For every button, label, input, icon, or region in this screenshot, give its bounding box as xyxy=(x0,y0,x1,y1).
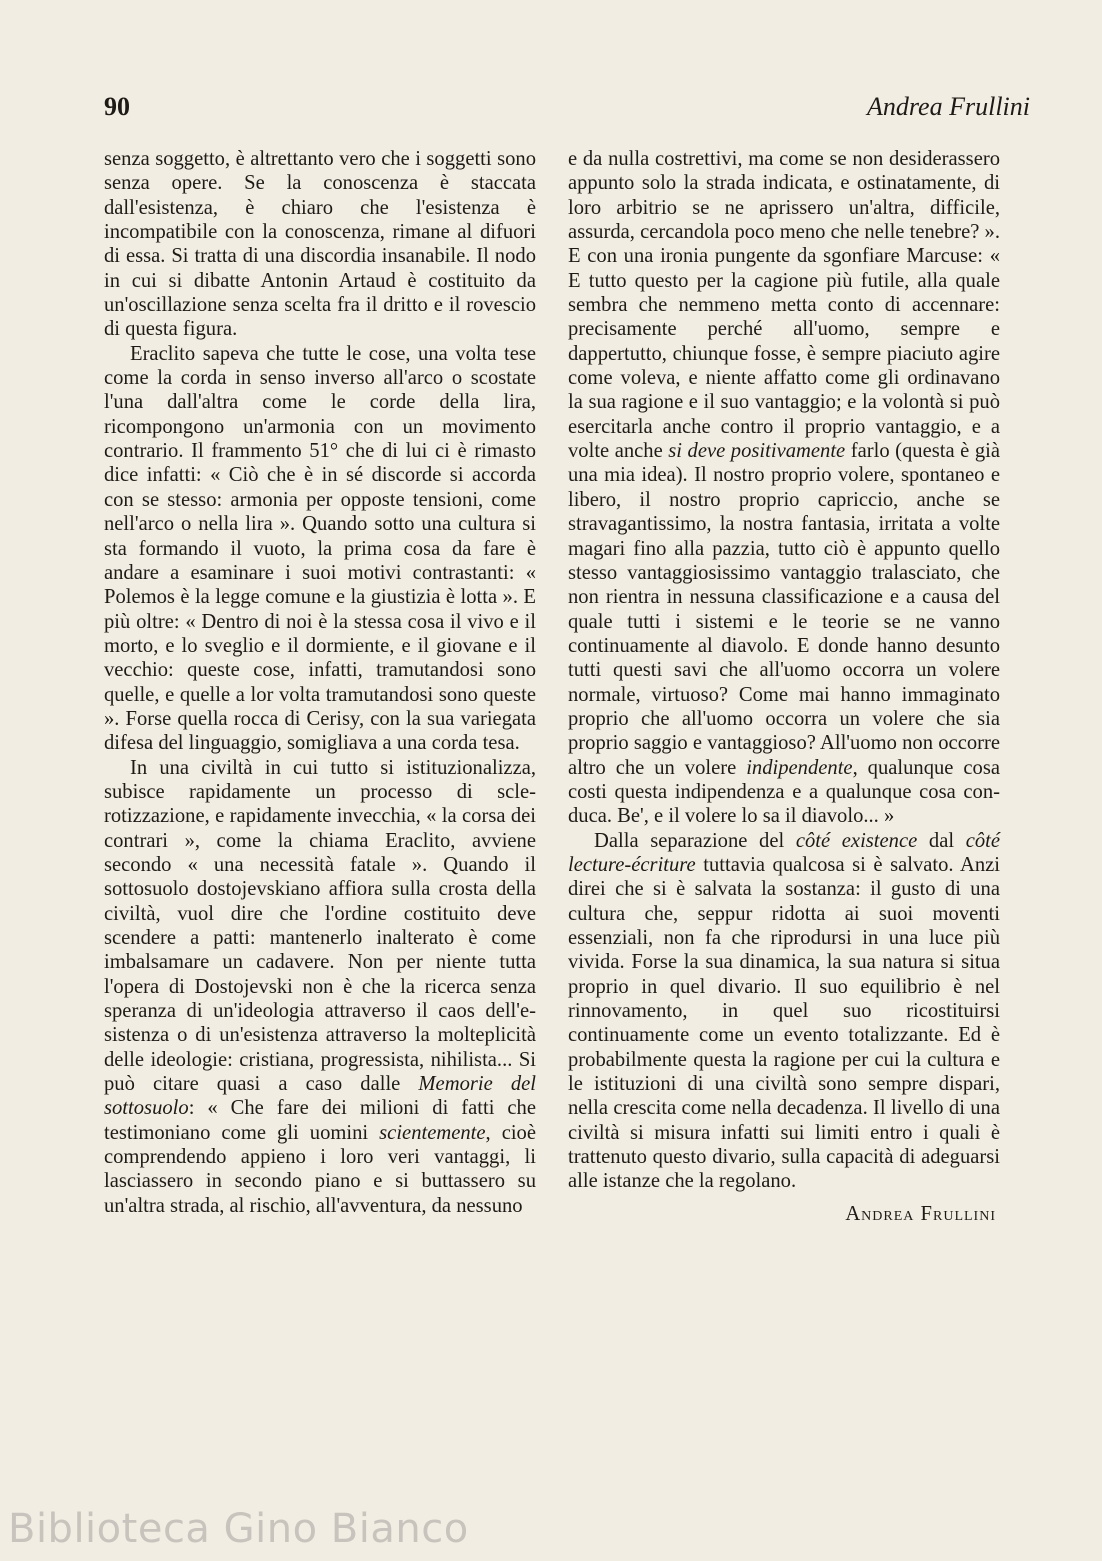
italic-word: scientemente xyxy=(379,1121,486,1144)
paragraph xyxy=(568,147,1000,829)
right-column xyxy=(568,147,1000,1226)
paragraph: Eraclito sapeva che tutte le cose, una volta tese come la corda in senso inverso all'arco o scostate l'una dall'altra come le corde della lira, ricompongono un'armonia con un movimento contrario. Il frammento 51° che di lui ci è rimasto dice infatti: « Ciò che è in sé discorde si accorda con se stesso: armonia per opposte tensioni, come nell'arco o nella lira ». Quando sotto una cultura si sta formando il vuoto, la prima cosa da fare è andare a esaminare i suoi motivi contrastanti: « Polemos è la legge comune e la giustizia è lotta ». E più oltre: « Dentro di noi è la stessa cosa il vivo e il morto, e lo sveglio e il dormiente, e il giovane e il vecchio: queste cose, infatti, tramutandosi sono quelle, e quelle a lor volta tramutandosi sono queste ». Forse quella rocca di Cerisy, con la sua variegata difesa del linguaggio, somigliava a una corda tesa. xyxy=(104,342,536,755)
text-run: e da nulla costrettivi, ma come se non desiderassero appunto solo la strada indicata, e ostinatamente, di loro arbitrio se ne aprissero un'altra, difficile, assurda, cercandola poco meno che nelle tenebre? ». E con una ironia pungente da sgonfiare Marcuse: « E tutto questo per la cagione più futile, alla quale sembra che nemmeno metta conto di accennare: precisamente perché all'uomo, sempre e dappertutto, chiunque fosse, è sempre piaciuto agire come voleva, e niente affatto come gli ordinavano la sua ragione e il suo vantaggio; e la volontà si può esercitarla anche contro il proprio vantaggio, e a volte anche xyxy=(568,148,1000,463)
author-signature: Andrea Frullini xyxy=(845,1202,996,1225)
paragraph xyxy=(104,756,536,1219)
text-run: Dalla separazione del xyxy=(594,829,796,852)
left-column xyxy=(104,147,536,1218)
italic-term: côté existence xyxy=(795,829,918,852)
library-watermark: Biblioteca Gino Bianco xyxy=(8,1506,469,1552)
italic-phrase: si deve positivamente xyxy=(668,440,846,463)
text-run: farlo (questa è già una mia idea). Il nostro proprio volere, spontaneo e libero, il nostro proprio capriccio, anche se stravagantissimo, la nostra fantasia, irritata a volte magari fino alla pazzia, tutto ciò è appunto quello stesso vantaggiosissimo vantaggio tralasciato, che non rientra in nessuna classificazione e a causa del quale tutti i sistemi e le teorie se ne vanno continuamente al diavolo. E donde hanno desunto tutti questi savi che all'uomo occorra un volere normale, virtuoso? Come mai hanno immaginato proprio che all'uomo occorra un volere che sia proprio saggio e vantaggioso? All'uomo non occorre altro che un volere xyxy=(568,440,1000,779)
text-run: : « Che fare dei milioni di fatti che testimoniano come gli uomini xyxy=(104,1097,536,1144)
text-run: , cioè comprendendo appieno i loro veri vantaggi, li lasciassero in secondo piano e si buttassero su un'altra strada, al rischio, all'avventura, da nessuno xyxy=(104,1121,536,1217)
running-head-author: Andrea Frullini xyxy=(867,92,1030,121)
italic-term: côté lecture-écriture xyxy=(568,829,1001,876)
book-title: Memorie del sottosuolo xyxy=(104,1073,536,1120)
text-run: dal xyxy=(917,829,966,852)
paragraph xyxy=(568,829,1000,1194)
text-run: , qualunque cosa costi questa indipendenza e a qualunque cosa conduca. Be', e il volere lo sa il diavolo... » xyxy=(568,756,1000,828)
text-run: tuttavia qualcosa si è salvato. Anzi direi che si è salvata la sostanza: il gusto di una cultura che, seppur ridotta ai suoi moventi essenziali, non fa che riprodursi in una luce più vivida. Forse la sua dinamica, la sua natura si situa proprio in quel divario. Il suo equilibrio è nel rinnovamento, in quel suo ricostituirsi continuamente come un evento totalizzante. Ed è probabilmente questa la ragione per cui la cultura e le istituzioni di una civiltà sono sempre dispari, nella crescita come nella decadenza. Il livello di una civiltà si misura infatti sui limiti entro i quali è trattenuto questo divario, sulla capacità di adeguarsi alle istanze che la regolano. xyxy=(568,853,1000,1193)
text-run: In una civiltà in cui tutto si istituzionalizza, subisce rapidamente un processo di sclerotizzazione, e rapidamente invecchia, « la corsa dei contrari », come la chiama Eraclito, avviene secondo « una necessità fatale ». Quando il sottosuolo dostojevskiano affiora sulla crosta della civiltà, vuol dire che l'ordine costituito deve scendere a patti: mantenerlo inalterato è come imbalsamare un cadavere. Non per niente tutta l'opera di Dostojevski non è che la ricerca senza speranza di un'ideologia attraverso il caos dell'esistenza o di un'esistenza attraverso la molteplicità delle ideologie: cristiana, progressista, nihilista... Si può citare quasi a caso dalle xyxy=(104,756,536,1096)
italic-word: indipendente xyxy=(746,756,853,779)
page-number: 90 xyxy=(104,92,130,121)
paragraph: senza soggetto, è altrettanto vero che i soggetti sono senza opere. Se la conoscenza è staccata dall'esistenza, è chiaro che l'esistenza è incompatibile con la conoscenza, rimane al difuori di essa. Si tratta di una discordia insanabile. Il nodo in cui si dibatte Antonin Artaud è costituito da un'oscillazione senza scelta fra il dritto e il rovescio di questa figura. xyxy=(104,148,536,341)
